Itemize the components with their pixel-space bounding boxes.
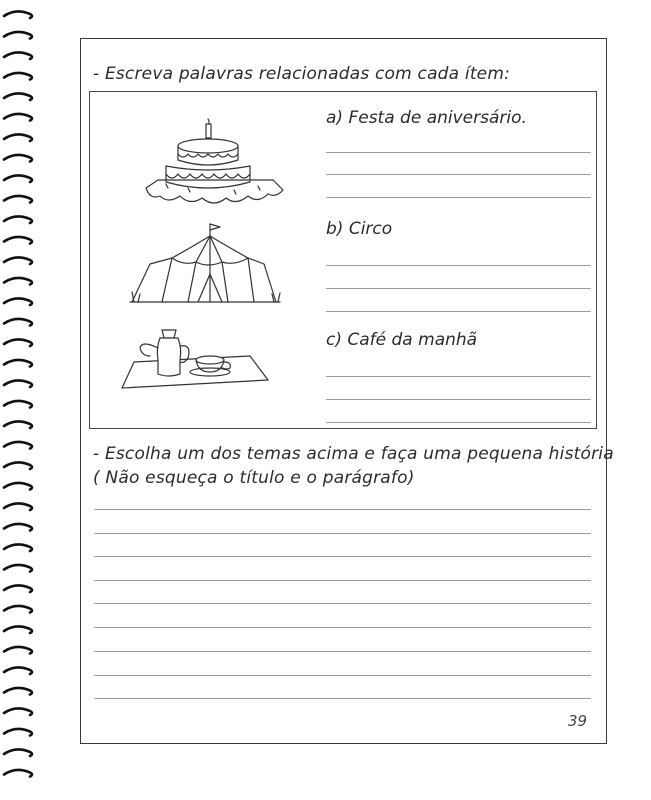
writing-line[interactable] xyxy=(326,197,591,198)
breakfast-teapot-icon xyxy=(120,326,270,394)
spiral-coil xyxy=(4,298,32,305)
writing-line[interactable] xyxy=(326,376,591,377)
writing-line[interactable] xyxy=(326,422,591,423)
item-label-party: a) Festa de aniversário. xyxy=(326,108,527,128)
spiral-coil xyxy=(4,175,32,182)
spiral-coil xyxy=(4,442,32,449)
spiral-coil xyxy=(4,401,32,408)
writing-line[interactable] xyxy=(326,399,591,400)
writing-line[interactable] xyxy=(94,698,591,699)
writing-line[interactable] xyxy=(94,627,591,628)
spiral-coil xyxy=(4,729,32,736)
spiral-coil xyxy=(4,319,32,326)
spiral-coil xyxy=(4,647,32,654)
spiral-coil xyxy=(4,503,32,510)
writing-line[interactable] xyxy=(326,311,591,312)
spiral-coil xyxy=(4,339,32,346)
spiral-coil xyxy=(4,360,32,367)
writing-line[interactable] xyxy=(94,556,591,557)
instruction-story-note: ( Não esqueça o título e o parágrafo) xyxy=(93,468,415,488)
spiral-coil xyxy=(4,688,32,695)
spiral-coil xyxy=(4,544,32,551)
spiral-coil xyxy=(4,237,32,244)
spiral-coil xyxy=(4,32,32,39)
spiral-coil xyxy=(4,770,32,777)
writing-line[interactable] xyxy=(326,152,591,153)
spiral-coil xyxy=(4,155,32,162)
spiral-coil xyxy=(4,52,32,59)
spiral-coil xyxy=(4,421,32,428)
spiral-coil xyxy=(4,626,32,633)
spiral-coil xyxy=(4,585,32,592)
spiral-coil xyxy=(4,11,32,18)
writing-line[interactable] xyxy=(94,533,591,534)
spiral-binding xyxy=(0,0,40,800)
spiral-coil xyxy=(4,93,32,100)
instruction-story: - Escolha um dos temas acima e faça uma pequena história xyxy=(93,444,614,464)
writing-line[interactable] xyxy=(94,651,591,652)
spiral-coil xyxy=(4,483,32,490)
writing-line[interactable] xyxy=(94,603,591,604)
spiral-coil xyxy=(4,73,32,80)
spiral-coil xyxy=(4,667,32,674)
item-label-breakfast: c) Café da manhã xyxy=(326,330,478,350)
spiral-coil xyxy=(4,462,32,469)
spiral-coil xyxy=(4,749,32,756)
page-number: 39 xyxy=(568,712,588,730)
writing-line[interactable] xyxy=(326,174,591,175)
instruction-words: - Escreva palavras relacionadas com cada ítem: xyxy=(93,64,511,84)
spiral-coil xyxy=(4,565,32,572)
spiral-coil xyxy=(4,216,32,223)
circus-tent-icon xyxy=(124,222,284,312)
spiral-coil xyxy=(4,196,32,203)
spiral-coil xyxy=(4,257,32,264)
writing-line[interactable] xyxy=(94,675,591,676)
spiral-coil xyxy=(4,278,32,285)
writing-line[interactable] xyxy=(94,509,591,510)
writing-line[interactable] xyxy=(326,288,591,289)
spiral-coil xyxy=(4,134,32,141)
spiral-coil xyxy=(4,708,32,715)
item-label-circus: b) Circo xyxy=(326,219,393,239)
spiral-coil xyxy=(4,524,32,531)
writing-line[interactable] xyxy=(94,580,591,581)
writing-line[interactable] xyxy=(326,265,591,266)
spiral-coil xyxy=(4,606,32,613)
birthday-cake-icon xyxy=(138,118,288,218)
spiral-coil xyxy=(4,380,32,387)
spiral-coil xyxy=(4,114,32,121)
